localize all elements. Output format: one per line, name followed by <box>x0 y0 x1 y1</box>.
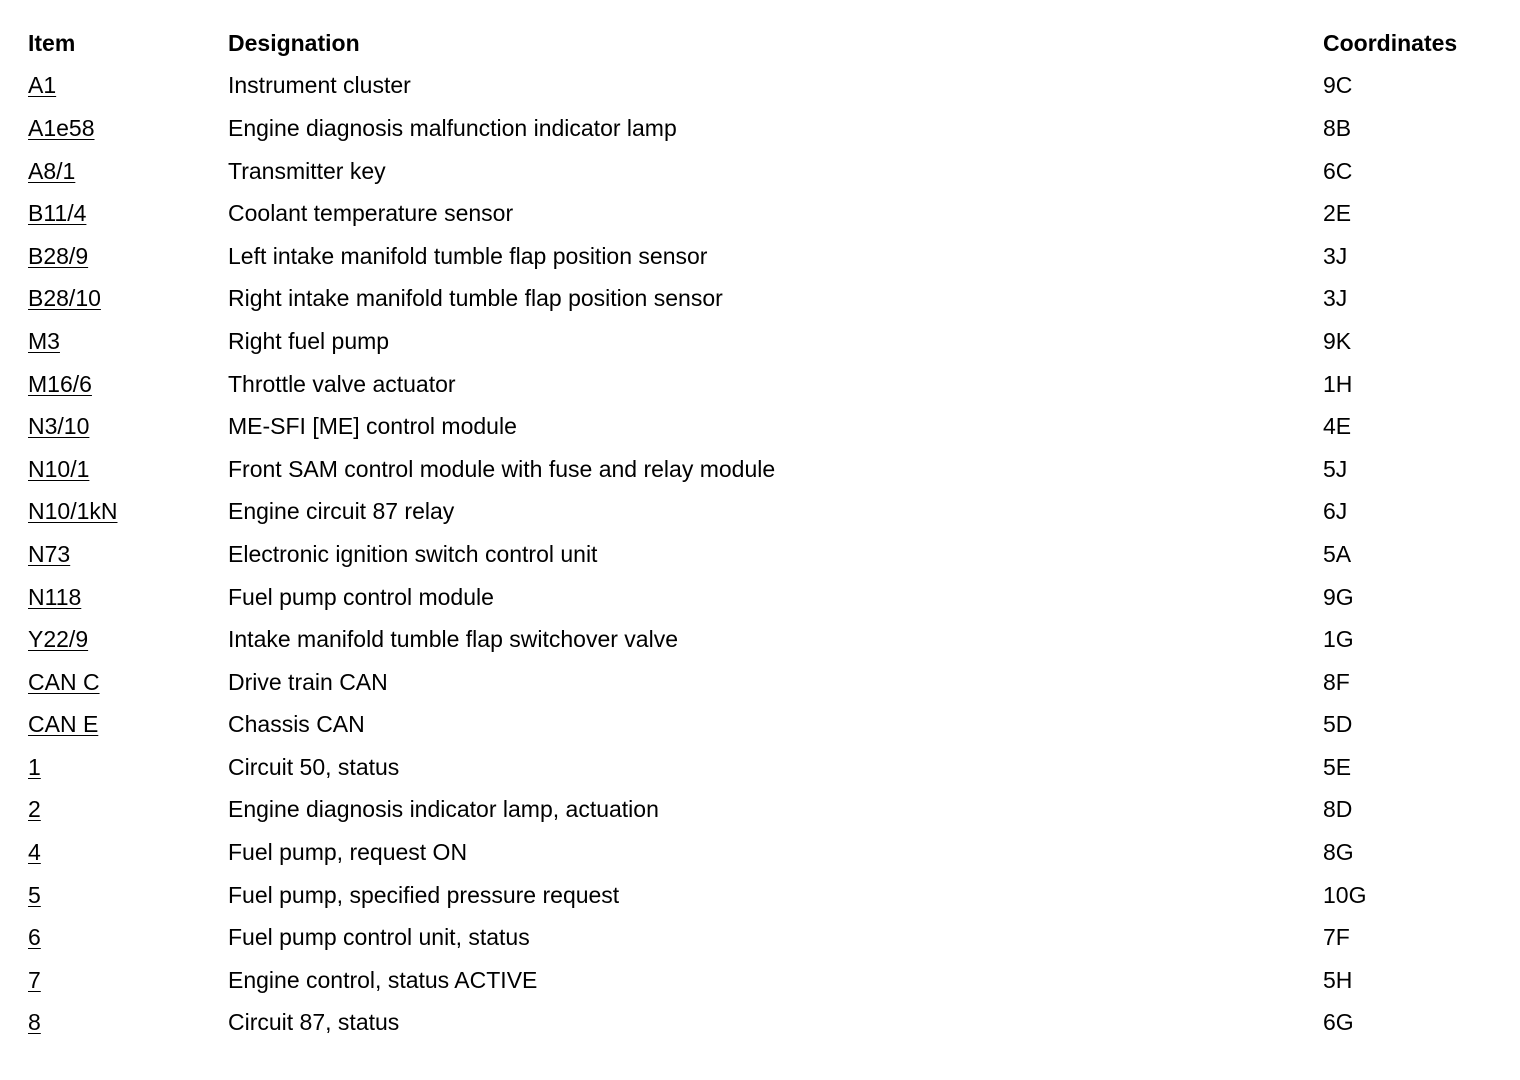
table-row <box>28 916 1503 959</box>
item-link[interactable]: M3 <box>28 327 60 354</box>
item-cell <box>28 107 228 150</box>
designation-cell: Electronic ignition switch control unit <box>228 540 598 567</box>
item-cell <box>28 65 228 108</box>
designation-cell: Drive train CAN <box>228 668 388 695</box>
item-link[interactable]: M16/6 <box>28 370 92 397</box>
item-cell <box>28 405 228 448</box>
item-link[interactable]: B28/10 <box>28 285 101 312</box>
item-cell <box>28 661 228 704</box>
coordinates-cell: 8D <box>1323 796 1353 823</box>
coordinates-cell: 9C <box>1323 72 1353 99</box>
coordinates-cell: 2E <box>1323 200 1352 227</box>
item-cell <box>28 618 228 661</box>
coordinates-cell: 4E <box>1323 413 1352 440</box>
designation-cell: Fuel pump, request ON <box>228 839 468 866</box>
item-link[interactable]: 4 <box>28 839 41 866</box>
item-cell <box>28 320 228 363</box>
coordinates-cell: 8F <box>1323 668 1350 695</box>
legend-table <box>28 22 1503 1044</box>
table-row <box>28 704 1503 747</box>
designation-cell: Engine control, status ACTIVE <box>228 966 538 993</box>
designation-cell: Engine diagnosis malfunction indicator lamp <box>228 114 677 141</box>
designation-cell: ME-SFI [ME] control module <box>228 413 517 440</box>
legend-body <box>28 65 1503 1045</box>
coordinates-cell: 5E <box>1323 753 1352 780</box>
header-row <box>28 22 1503 65</box>
table-row <box>28 789 1503 832</box>
coordinates-cell: 8G <box>1323 839 1354 866</box>
item-cell <box>28 576 228 619</box>
item-link[interactable]: N10/1kN <box>28 498 118 525</box>
item-link[interactable]: B11/4 <box>28 200 87 227</box>
table-row <box>28 746 1503 789</box>
item-link[interactable]: CAN C <box>28 668 100 695</box>
designation-cell: Right fuel pump <box>228 327 390 354</box>
table-row <box>28 363 1503 406</box>
item-link[interactable]: 6 <box>28 924 41 951</box>
designation-cell: Front SAM control module with fuse and relay module <box>228 455 776 482</box>
item-link[interactable]: 1 <box>28 753 41 780</box>
table-row <box>28 235 1503 278</box>
coordinates-cell: 6C <box>1323 157 1353 184</box>
table-row <box>28 576 1503 619</box>
designation-cell: Fuel pump, specified pressure request <box>228 881 620 908</box>
table-row <box>28 831 1503 874</box>
coordinates-cell: 6J <box>1323 498 1348 525</box>
coordinates-cell: 5A <box>1323 540 1352 567</box>
item-link[interactable]: A8/1 <box>28 157 76 184</box>
table-row <box>28 874 1503 917</box>
table-row <box>28 65 1503 108</box>
table-row <box>28 192 1503 235</box>
designation-cell: Transmitter key <box>228 157 386 184</box>
item-cell <box>28 192 228 235</box>
designation-header: Designation <box>228 29 360 56</box>
coordinates-cell: 3J <box>1323 285 1348 312</box>
table-row <box>28 533 1503 576</box>
designation-cell: Fuel pump control module <box>228 583 494 610</box>
item-link[interactable]: A1e58 <box>28 114 95 141</box>
item-link[interactable]: N10/1 <box>28 455 90 482</box>
item-cell <box>28 150 228 193</box>
item-link[interactable]: N3/10 <box>28 413 90 440</box>
item-link[interactable]: B28/9 <box>28 242 89 269</box>
designation-cell: Right intake manifold tumble flap position sensor <box>228 285 723 312</box>
item-link[interactable]: 5 <box>28 881 41 908</box>
item-link[interactable]: 2 <box>28 796 41 823</box>
table-row <box>28 278 1503 321</box>
item-cell <box>28 278 228 321</box>
item-cell <box>28 235 228 278</box>
coordinates-cell: 7F <box>1323 924 1350 951</box>
coordinates-cell: 3J <box>1323 242 1348 269</box>
item-link[interactable]: N118 <box>28 583 82 610</box>
item-cell <box>28 746 228 789</box>
item-cell <box>28 448 228 491</box>
item-cell <box>28 533 228 576</box>
table-row <box>28 150 1503 193</box>
item-cell <box>28 789 228 832</box>
item-cell <box>28 704 228 747</box>
item-cell <box>28 874 228 917</box>
table-row <box>28 1002 1503 1045</box>
table-row <box>28 448 1503 491</box>
item-cell <box>28 959 228 1002</box>
designation-cell: Left intake manifold tumble flap position sensor <box>228 242 708 269</box>
designation-cell: Instrument cluster <box>228 72 411 99</box>
item-cell <box>28 491 228 534</box>
designation-cell: Circuit 50, status <box>228 753 400 780</box>
coordinates-header: Coordinates <box>1323 29 1458 56</box>
designation-cell: Circuit 87, status <box>228 1009 400 1036</box>
designation-cell: Throttle valve actuator <box>228 370 456 397</box>
table-row <box>28 661 1503 704</box>
designation-cell: Chassis CAN <box>228 711 365 738</box>
coordinates-cell: 9K <box>1323 327 1352 354</box>
designation-cell: Intake manifold tumble flap switchover valve <box>228 626 678 653</box>
table-row <box>28 405 1503 448</box>
table-row <box>28 107 1503 150</box>
coordinates-cell: 1G <box>1323 626 1354 653</box>
coordinates-cell: 5H <box>1323 966 1353 993</box>
designation-cell: Engine diagnosis indicator lamp, actuation <box>228 796 659 823</box>
designation-cell: Engine circuit 87 relay <box>228 498 455 525</box>
coordinates-cell: 9G <box>1323 583 1354 610</box>
coordinates-cell: 5D <box>1323 711 1353 738</box>
item-cell <box>28 916 228 959</box>
item-link[interactable]: A1 <box>28 72 57 99</box>
item-link[interactable]: CAN E <box>28 711 99 738</box>
coordinates-cell: 5J <box>1323 455 1348 482</box>
item-cell <box>28 363 228 406</box>
item-link[interactable]: 8 <box>28 1009 41 1036</box>
item-header: Item <box>28 29 76 56</box>
coordinates-cell: 1H <box>1323 370 1353 397</box>
table-row <box>28 491 1503 534</box>
item-link[interactable]: N73 <box>28 540 71 567</box>
table-row <box>28 618 1503 661</box>
item-link[interactable]: Y22/9 <box>28 626 89 653</box>
item-link[interactable]: 7 <box>28 966 41 993</box>
coordinates-cell: 8B <box>1323 114 1352 141</box>
item-cell <box>28 1002 228 1045</box>
designation-cell: Coolant temperature sensor <box>228 200 514 227</box>
coordinates-cell: 6G <box>1323 1009 1354 1036</box>
designation-cell: Fuel pump control unit, status <box>228 924 530 951</box>
coordinates-cell: 10G <box>1323 881 1367 908</box>
table-row <box>28 959 1503 1002</box>
item-cell <box>28 831 228 874</box>
table-row <box>28 320 1503 363</box>
